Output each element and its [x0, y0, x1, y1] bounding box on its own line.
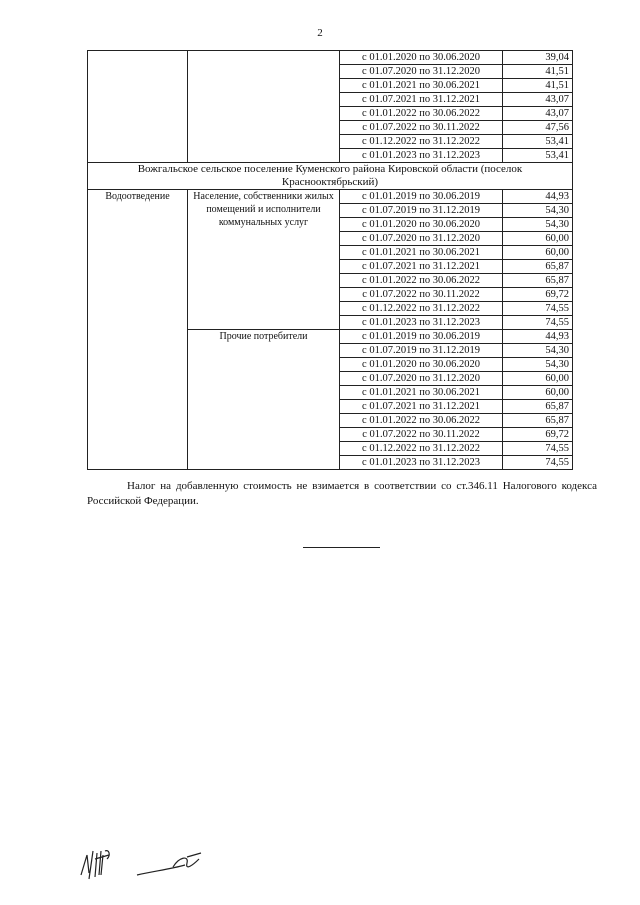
period-cell: с 01.01.2020 по 30.06.2020	[340, 358, 503, 372]
period-cell: с 01.07.2020 по 31.12.2020	[340, 372, 503, 386]
period-cell: с 01.12.2022 по 31.12.2022	[340, 135, 503, 149]
signature-mark	[75, 845, 235, 885]
period-cell: с 01.01.2020 по 30.06.2020	[340, 51, 503, 65]
tariff-value-cell: 69,72	[503, 428, 573, 442]
tariff-table	[87, 50, 573, 470]
tariff-value-cell: 65,87	[503, 400, 573, 414]
tariff-value-cell: 41,51	[503, 65, 573, 79]
tariff-value-cell: 39,04	[503, 51, 573, 65]
period-cell: с 01.01.2020 по 30.06.2020	[340, 218, 503, 232]
period-cell: с 01.07.2022 по 30.11.2022	[340, 288, 503, 302]
service-name-cell: Водоотведение	[88, 190, 188, 470]
period-cell: с 01.01.2021 по 30.06.2021	[340, 386, 503, 400]
tariff-value-cell: 54,30	[503, 344, 573, 358]
tariff-value-cell: 44,93	[503, 330, 573, 344]
period-cell: с 01.07.2022 по 30.11.2022	[340, 121, 503, 135]
period-cell: с 01.01.2019 по 30.06.2019	[340, 330, 503, 344]
tariff-value-cell: 47,56	[503, 121, 573, 135]
consumer-category-cell: Население, собственники жилых помещений и исполнители коммунальных услуг	[188, 190, 340, 330]
tariff-value-cell: 65,87	[503, 260, 573, 274]
period-cell: с 01.01.2023 по 31.12.2023	[340, 149, 503, 163]
tariff-value-cell: 53,41	[503, 149, 573, 163]
period-cell: с 01.07.2022 по 30.11.2022	[340, 428, 503, 442]
period-cell: с 01.01.2022 по 30.06.2022	[340, 274, 503, 288]
period-cell: с 01.07.2021 по 31.12.2021	[340, 260, 503, 274]
period-cell: с 01.01.2019 по 30.06.2019	[340, 190, 503, 204]
period-cell: с 01.01.2023 по 31.12.2023	[340, 316, 503, 330]
tariff-value-cell: 53,41	[503, 135, 573, 149]
tariff-value-cell: 69,72	[503, 288, 573, 302]
empty-consumer-cell	[188, 51, 340, 163]
period-cell: с 01.01.2023 по 31.12.2023	[340, 456, 503, 470]
separator-line	[303, 547, 380, 548]
period-cell: с 01.01.2021 по 30.06.2021	[340, 79, 503, 93]
period-cell: с 01.12.2022 по 31.12.2022	[340, 442, 503, 456]
tariff-value-cell: 65,87	[503, 274, 573, 288]
period-cell: с 01.07.2020 по 31.12.2020	[340, 232, 503, 246]
tariff-value-cell: 41,51	[503, 79, 573, 93]
tariff-value-cell: 65,87	[503, 414, 573, 428]
period-cell: с 01.07.2019 по 31.12.2019	[340, 344, 503, 358]
settlement-header: Вожгальское сельское поселение Куменского района Кировской области (поселок Краснооктябрьский)	[88, 163, 573, 190]
tariff-value-cell: 74,55	[503, 302, 573, 316]
tariff-value-cell: 74,55	[503, 442, 573, 456]
period-cell: с 01.12.2022 по 31.12.2022	[340, 302, 503, 316]
tariff-value-cell: 54,30	[503, 218, 573, 232]
period-cell: с 01.01.2022 по 30.06.2022	[340, 414, 503, 428]
period-cell: с 01.07.2021 по 31.12.2021	[340, 93, 503, 107]
tariff-value-cell: 60,00	[503, 246, 573, 260]
tariff-value-cell: 43,07	[503, 107, 573, 121]
vat-note: Налог на добавленную стоимость не взимается в соответствии со ст.346.11 Налогового кодекса Российской Федерации.	[87, 480, 597, 507]
tariff-value-cell: 60,00	[503, 372, 573, 386]
tariff-table-body	[88, 51, 573, 470]
period-cell: с 01.01.2022 по 30.06.2022	[340, 107, 503, 121]
tariff-value-cell: 43,07	[503, 93, 573, 107]
period-cell: с 01.01.2021 по 30.06.2021	[340, 246, 503, 260]
consumer-category-cell: Прочие потребители	[188, 330, 340, 470]
period-cell: с 01.07.2021 по 31.12.2021	[340, 400, 503, 414]
empty-service-cell	[88, 51, 188, 163]
tariff-value-cell: 54,30	[503, 204, 573, 218]
period-cell: с 01.07.2020 по 31.12.2020	[340, 65, 503, 79]
page-number: 2	[317, 27, 323, 39]
tariff-value-cell: 74,55	[503, 456, 573, 470]
tariff-value-cell: 54,30	[503, 358, 573, 372]
tariff-value-cell: 60,00	[503, 386, 573, 400]
table-row	[88, 190, 573, 204]
period-cell: с 01.07.2019 по 31.12.2019	[340, 204, 503, 218]
tariff-value-cell: 60,00	[503, 232, 573, 246]
settlement-header-row	[88, 163, 573, 190]
tariff-value-cell: 74,55	[503, 316, 573, 330]
table-row	[88, 51, 573, 65]
tariff-value-cell: 44,93	[503, 190, 573, 204]
